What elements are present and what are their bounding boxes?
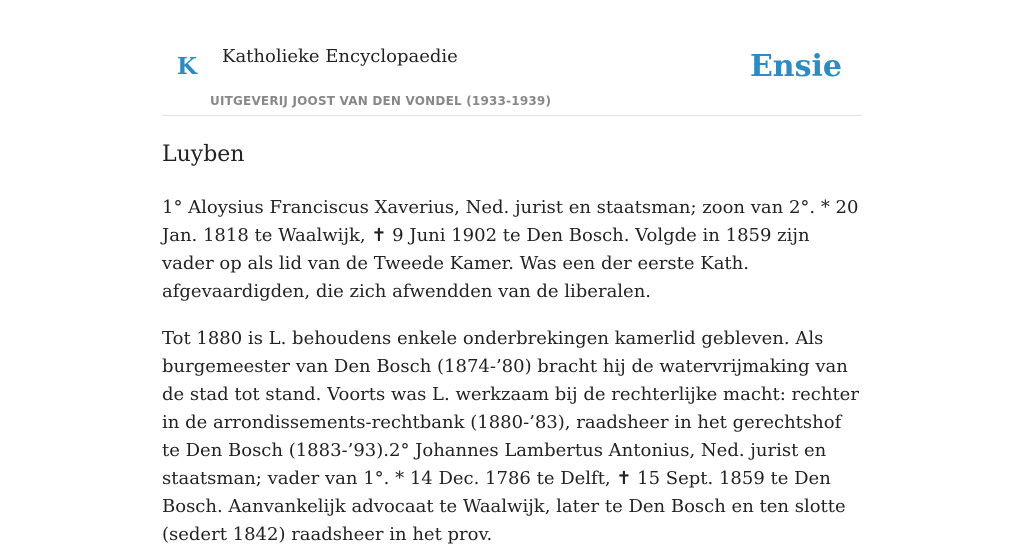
content-container: [162, 0, 862, 549]
site-header: [162, 0, 862, 116]
article-paragraph: 1° Aloysius Franciscus Xaverius, Ned. jurist en staatsman; zoon van 2°. * 20 Jan. 1818 te Waalwijk, ✝ 9 Juni 1902 te Den Bosch. Volgde in 1859 zijn vader op als lid van de Tweede Kamer. Was een der eerste Kath. afgevaardigden, die zich afwendden van de liberalen.: [162, 197, 859, 303]
article-title: Luyben: [162, 142, 245, 167]
article-paragraph: Tot 1880 is L. behoudens enkele onderbrekingen kamerlid gebleven. Als burgemeester van Den Bosch (1874-’80) bracht hij de watervrijmaking van de stad tot stand. Voorts was L. werkzaam bij de rechterlijke macht: rechter in de arrondissements-rechtbank (1880-’83), raadsheer in het gerechtshof te Den Bosch (1883-’93).2° Johannes Lambertus Antonius, Ned. jurist en staatsman; vader van 1°. * 14 Dec. 1786 te Delft, ✝ 15 Sept. 1859 te Den Bosch. Aanvankelijk advocaat te Waalwijk, later te Den Bosch en ten slotte (sedert 1842) raadsheer in het prov.: [162, 328, 859, 546]
logo-icon[interactable]: K: [177, 53, 197, 80]
site-title-link[interactable]: Katholieke Encyclopaedie: [222, 46, 458, 67]
publisher-subtitle: UITGEVERIJ JOOST VAN DEN VONDEL (1933-1939): [210, 94, 552, 108]
ensie-brand-link[interactable]: Ensie: [749, 49, 842, 84]
article: [162, 142, 862, 549]
